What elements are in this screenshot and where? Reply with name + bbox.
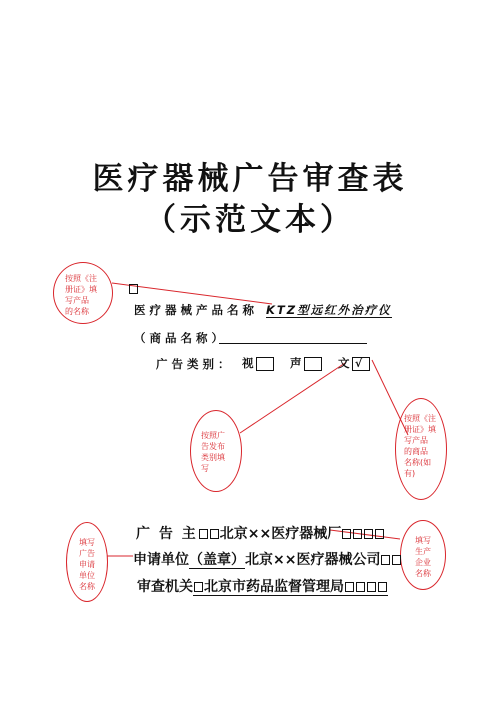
review-authority-value: 北京市药品监督管理局 [204,579,344,595]
category-text-box[interactable]: √ [352,357,370,371]
annotation-product-name: 按照《注 册证》填 写产品 的名称 [53,262,113,324]
page-subtitle: （示范文本） [145,202,355,238]
annotation-manufacturer: 填写 生产 企业 名称 [400,520,446,590]
category-video: 视 [242,355,274,371]
category-text: 文√ [338,355,370,371]
review-authority-row [137,576,388,596]
annotation-trade-name: 按照《注 册证》填 写产品 的商品 名称(如 有) [395,398,447,500]
product-name-row [134,302,392,318]
trade-name-label: （商品名称） [134,331,227,345]
page-title: 医疗器械广告审查表 [92,161,408,197]
category-video-box[interactable] [256,357,274,371]
trade-name-underline [219,343,367,344]
advertiser-row [136,523,385,543]
applicant-seal-note: （盖章） [189,552,245,568]
category-audio: 声 [290,355,322,371]
applicant-row [133,549,402,569]
product-name-value: KTZ型远红外治疗仪 [266,303,392,317]
advertiser-value: 北京××医疗器械厂 [219,526,342,542]
category-audio-box[interactable] [304,357,322,371]
ad-category-label: 广告类别： [156,357,234,371]
trade-name-row [134,330,227,346]
placeholder-square [128,278,139,297]
annotation-applicant: 填写 广告 申请 单位 名称 [66,522,108,602]
annotation-ad-category: 按照广 告发布 类别填 写 [190,410,242,492]
product-name-label: 医疗器械产品名称 [134,303,258,317]
ad-category-row [156,356,234,372]
applicant-value: 北京××医疗器械公司 [245,552,381,568]
review-authority-label: 审查机关 [137,579,193,595]
applicant-label: 申请单位 [133,552,189,568]
advertiser-label: 广 告 主 [136,526,198,542]
